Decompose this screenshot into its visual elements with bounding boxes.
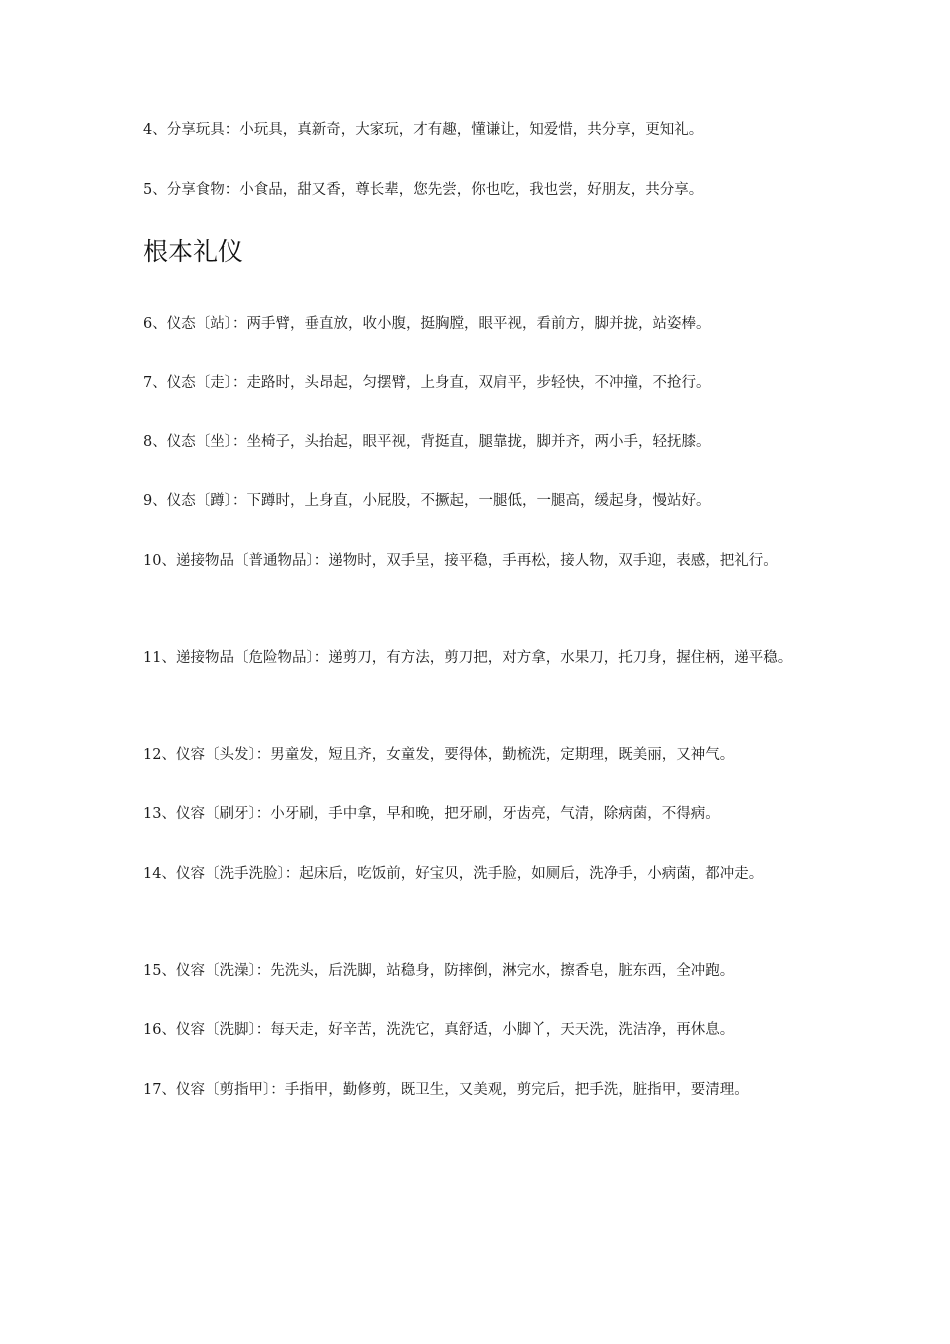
paragraph-item-10: 10、递接物品〔普通物品〕：递物时，双手呈，接平稳，手再松，接人物，双手迎，表感，把礼行。: [143, 553, 778, 569]
paragraph-item-13: 13、仪容〔刷牙〕：小牙刷，手中拿，早和晚，把牙刷，牙齿亮，气清，除病菌，不得病。: [143, 806, 720, 822]
paragraph-item-15: 15、仪容〔洗澡〕：先洗头，后洗脚，站稳身，防摔倒，淋完水，擦香皂，脏东西，全冲跑。: [143, 963, 735, 979]
paragraph-item-14: 14、仪容〔洗手洗脸〕：起床后，吃饭前，好宝贝，洗手脸，如厕后，洗净手，小病菌，都冲走。: [143, 866, 764, 882]
section-heading: 根本礼仪: [143, 237, 244, 266]
paragraph-item-12: 12、仪容〔头发〕：男童发，短且齐，女童发，要得体，勤梳洗，定期理，既美丽，又神气。: [143, 747, 735, 763]
paragraph-item-16: 16、仪容〔洗脚〕：每天走，好辛苦，洗洗它，真舒适，小脚丫，天天洗，洗洁净，再休息。: [143, 1022, 735, 1038]
paragraph-item-11: 11、递接物品〔危险物品〕：递剪刀，有方法，剪刀把，对方拿，水果刀，托刀身，握住柄，递平稳。: [143, 650, 793, 666]
paragraph-item-8: 8、仪态〔坐〕：坐椅子，头抬起，眼平视，背挺直，腿靠拢，脚并齐，两小手，轻抚膝。: [143, 434, 711, 450]
paragraph-item-17: 17、仪容〔剪指甲〕：手指甲，勤修剪，既卫生，又美观，剪完后，把手洗，脏指甲，要清理。: [143, 1082, 749, 1098]
paragraph-item-4: 4、分享玩具：小玩具，真新奇，大家玩，才有趣，懂谦让，知爱惜，共分享，更知礼。: [143, 122, 704, 138]
paragraph-item-6: 6、仪态〔站〕：两手臂，垂直放，收小腹，挺胸膛，眼平视，看前方，脚并拢，站姿棒。: [143, 316, 711, 332]
paragraph-item-7: 7、仪态〔走〕：走路时，头昂起，匀摆臂，上身直，双肩平，步轻快，不冲撞，不抢行。: [143, 375, 711, 391]
paragraph-item-5: 5、分享食物：小食品，甜又香，尊长辈，您先尝，你也吃，我也尝，好朋友，共分享。: [143, 182, 704, 198]
paragraph-item-9: 9、仪态〔蹲〕：下蹲时，上身直，小屁股，不撅起，一腿低，一腿高，缓起身，慢站好。: [143, 493, 711, 509]
